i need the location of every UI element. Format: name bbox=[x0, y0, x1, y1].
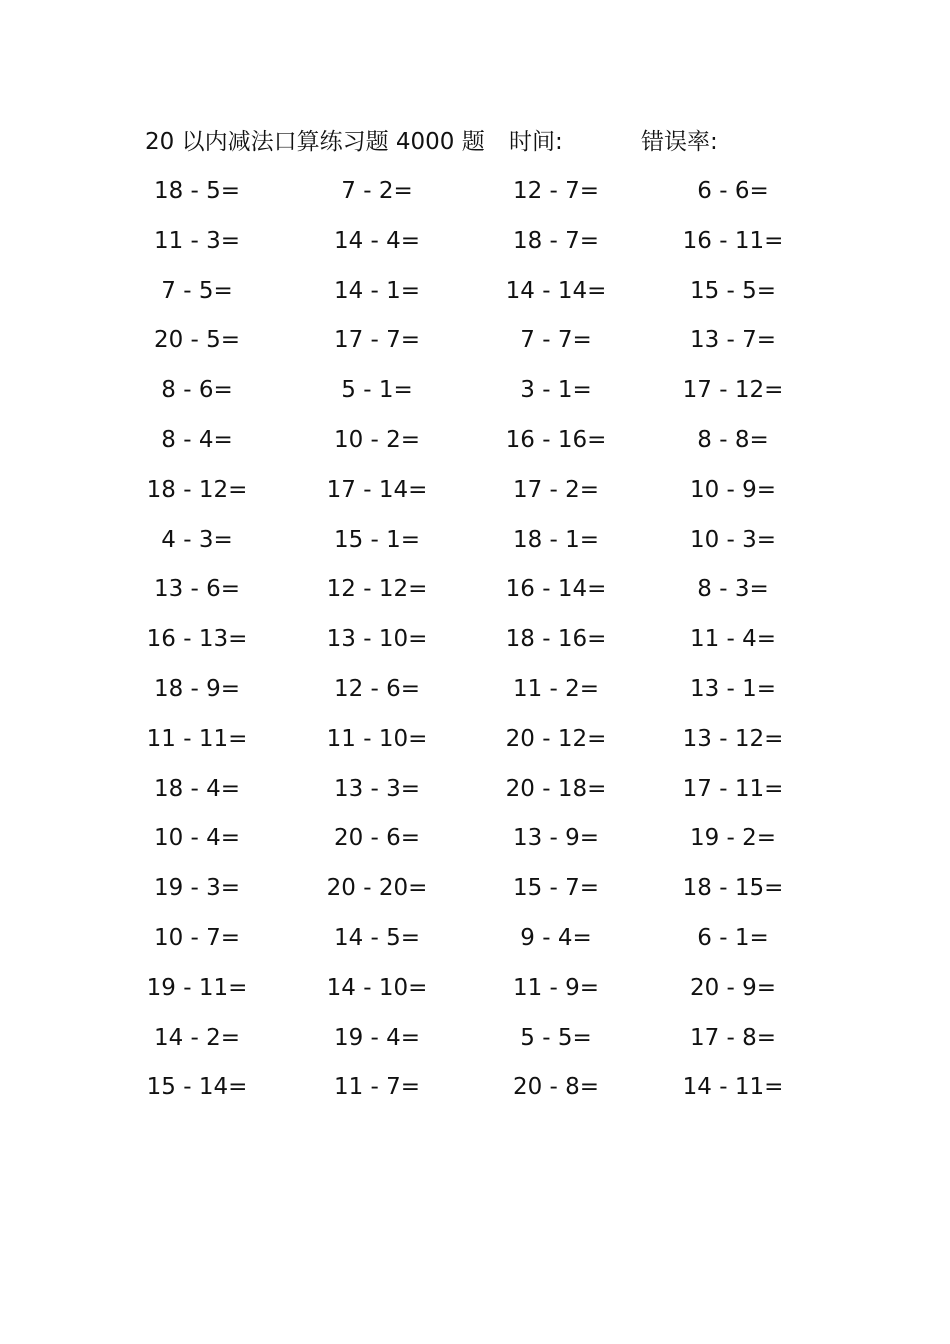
problem-item: 19 - 4= bbox=[333, 1024, 421, 1051]
problem-item: 10 - 9= bbox=[689, 476, 777, 503]
problem-item: 3 - 1= bbox=[520, 377, 592, 404]
problem-item: 20 - 5= bbox=[153, 327, 241, 354]
problem-item: 20 - 20= bbox=[326, 875, 428, 902]
problem-row bbox=[0, 623, 950, 673]
problem-item: 14 - 4= bbox=[333, 227, 421, 254]
problem-row bbox=[0, 872, 950, 922]
problem-item: 13 - 12= bbox=[682, 725, 784, 752]
problem-item: 14 - 14= bbox=[505, 277, 607, 304]
problem-item: 11 - 9= bbox=[512, 974, 600, 1001]
problem-item: 18 - 9= bbox=[153, 675, 241, 702]
problem-item: 5 - 5= bbox=[520, 1024, 592, 1051]
problem-item: 11 - 11= bbox=[146, 725, 248, 752]
problem-row bbox=[0, 424, 950, 474]
problem-item: 17 - 12= bbox=[682, 377, 784, 404]
worksheet-title: 20 以内减法口算练习题 4000 题 bbox=[145, 129, 485, 155]
problem-item: 16 - 13= bbox=[146, 626, 248, 653]
problem-item: 16 - 16= bbox=[505, 426, 607, 453]
problem-item: 19 - 3= bbox=[153, 875, 241, 902]
problem-item: 15 - 1= bbox=[333, 526, 421, 553]
problem-item: 18 - 1= bbox=[512, 526, 600, 553]
problem-item: 16 - 14= bbox=[505, 576, 607, 603]
problem-item: 10 - 4= bbox=[153, 825, 241, 852]
problem-item: 11 - 3= bbox=[153, 227, 241, 254]
problem-item: 10 - 3= bbox=[689, 526, 777, 553]
problem-item: 20 - 8= bbox=[512, 1074, 600, 1101]
problem-row bbox=[0, 374, 950, 424]
problem-item: 20 - 18= bbox=[505, 775, 607, 802]
problem-row bbox=[0, 275, 950, 325]
problem-row bbox=[0, 175, 950, 225]
problem-item: 6 - 1= bbox=[697, 924, 769, 951]
problem-item: 8 - 8= bbox=[697, 426, 769, 453]
problem-row bbox=[0, 723, 950, 773]
problem-row bbox=[0, 573, 950, 623]
problem-item: 5 - 1= bbox=[341, 377, 413, 404]
problem-item: 16 - 11= bbox=[682, 227, 784, 254]
problem-item: 14 - 1= bbox=[333, 277, 421, 304]
problem-item: 18 - 15= bbox=[682, 875, 784, 902]
problem-row bbox=[0, 822, 950, 872]
problem-row bbox=[0, 524, 950, 574]
problem-item: 18 - 4= bbox=[153, 775, 241, 802]
problem-item: 14 - 10= bbox=[326, 974, 428, 1001]
problem-item: 4 - 3= bbox=[161, 526, 233, 553]
problem-item: 13 - 3= bbox=[333, 775, 421, 802]
problem-item: 7 - 5= bbox=[161, 277, 233, 304]
problem-item: 12 - 7= bbox=[512, 178, 600, 204]
problem-item: 11 - 7= bbox=[333, 1074, 421, 1101]
problem-item: 17 - 8= bbox=[689, 1024, 777, 1051]
error-rate-label: 错误率: bbox=[641, 129, 718, 155]
problem-row bbox=[0, 474, 950, 524]
problem-item: 14 - 11= bbox=[682, 1074, 784, 1101]
problem-item: 18 - 5= bbox=[153, 178, 241, 204]
problem-item: 20 - 12= bbox=[505, 725, 607, 752]
problem-row bbox=[0, 324, 950, 374]
time-label: 时间: bbox=[509, 129, 563, 155]
problem-item: 13 - 9= bbox=[512, 825, 600, 852]
problem-grid bbox=[0, 175, 950, 1121]
problem-row bbox=[0, 773, 950, 823]
problem-item: 17 - 14= bbox=[326, 476, 428, 503]
problem-item: 19 - 11= bbox=[146, 974, 248, 1001]
problem-item: 13 - 6= bbox=[153, 576, 241, 603]
problem-row bbox=[0, 1022, 950, 1072]
problem-item: 15 - 14= bbox=[146, 1074, 248, 1101]
problem-item: 11 - 10= bbox=[326, 725, 428, 752]
problem-item: 17 - 11= bbox=[682, 775, 784, 802]
problem-item: 10 - 2= bbox=[333, 426, 421, 453]
problem-item: 12 - 6= bbox=[333, 675, 421, 702]
problem-row bbox=[0, 225, 950, 275]
problem-item: 7 - 2= bbox=[341, 178, 413, 204]
problem-item: 19 - 2= bbox=[689, 825, 777, 852]
problem-row bbox=[0, 922, 950, 972]
problem-item: 18 - 16= bbox=[505, 626, 607, 653]
problem-item: 11 - 2= bbox=[512, 675, 600, 702]
problem-item: 8 - 4= bbox=[161, 426, 233, 453]
problem-item: 9 - 4= bbox=[520, 924, 592, 951]
problem-item: 14 - 2= bbox=[153, 1024, 241, 1051]
problem-row bbox=[0, 673, 950, 723]
problem-item: 14 - 5= bbox=[333, 924, 421, 951]
problem-item: 6 - 6= bbox=[697, 178, 769, 204]
problem-item: 8 - 6= bbox=[161, 377, 233, 404]
problem-item: 10 - 7= bbox=[153, 924, 241, 951]
problem-item: 7 - 7= bbox=[520, 327, 592, 354]
worksheet-header bbox=[145, 126, 805, 158]
problem-item: 8 - 3= bbox=[697, 576, 769, 603]
problem-item: 13 - 7= bbox=[689, 327, 777, 354]
problem-item: 13 - 1= bbox=[689, 675, 777, 702]
problem-item: 20 - 6= bbox=[333, 825, 421, 852]
problem-item: 15 - 5= bbox=[689, 277, 777, 304]
problem-item: 13 - 10= bbox=[326, 626, 428, 653]
problem-row bbox=[0, 972, 950, 1022]
problem-item: 18 - 7= bbox=[512, 227, 600, 254]
problem-item: 11 - 4= bbox=[689, 626, 777, 653]
problem-item: 15 - 7= bbox=[512, 875, 600, 902]
problem-item: 12 - 12= bbox=[326, 576, 428, 603]
problem-item: 17 - 2= bbox=[512, 476, 600, 503]
problem-item: 17 - 7= bbox=[333, 327, 421, 354]
problem-item: 18 - 12= bbox=[146, 476, 248, 503]
problem-item: 20 - 9= bbox=[689, 974, 777, 1001]
problem-row bbox=[0, 1071, 950, 1121]
